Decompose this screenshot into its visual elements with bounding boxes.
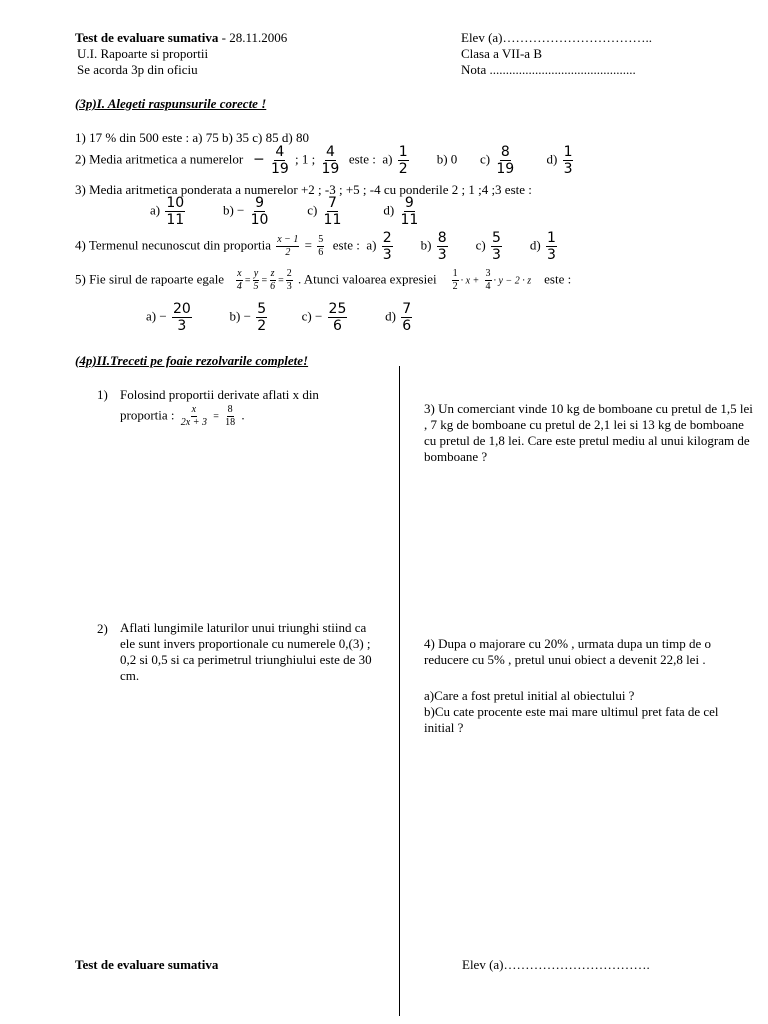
question-5: 5) Fie sirul de rapoarte egale $\frac{x}{4}$ = $\frac{y}{5}$ = $\frac{z}{6}$ = $\frac{2}{3}$ . Atunci valoarea expresiei $\frac{1}{2}$ · x + $\frac{3}{4}$ · y − 2 · z este : (75, 268, 572, 292)
fraction: $\frac{5}{6}$ (318, 234, 324, 258)
unit-line: U.I. Rapoarte si proportii (77, 46, 209, 61)
fraction: $\frac{10}{11}$ (166, 195, 185, 228)
fraction: $\frac{8}{18}$ (225, 404, 236, 428)
fraction: $\frac{8}{19}$ (496, 144, 515, 177)
fraction: $\frac{x - 1}{2}$ (277, 234, 299, 258)
test-title: Test de evaluare sumativa (75, 30, 219, 45)
fraction: $\frac{5}{3}$ (491, 230, 501, 263)
problem-2-text: Aflati lungimile laturilor unui triunghi stiind ca ele sunt invers proportionale cu numerele 0,(3) ; 0,2 si 0,5 si ca perimetrul triunghiului este de 30 cm. (120, 620, 372, 683)
section1-title: (3p)I. Alegeti raspunsurile corecte ! (75, 96, 267, 111)
problem-4-question-b: b)Cu cate procente este mai mare ultimul pret fata de cel initial ? (424, 704, 719, 735)
fraction: $\frac{4}{19}$ (321, 144, 340, 177)
fraction: $\frac{20}{3}$ (172, 301, 191, 334)
fraction: $\frac{1}{3}$ (563, 144, 573, 177)
question-5-options: a) − $\frac{20}{3}$ b) − $\frac{5}{2}$ c) − $\frac{25}{6}$ d) $\frac{7}{6}$ (146, 301, 412, 334)
section2-title: (4p)II.Treceti pe foaie rezolvarile complete! (75, 353, 309, 368)
fraction: $\frac{y}{5}$ (253, 268, 259, 292)
fraction: $\frac{9}{11}$ (400, 195, 419, 228)
test-date: - 28.11.2006 (218, 30, 288, 45)
question-3-options: a) $\frac{10}{11}$ b) − $\frac{9}{10}$ c) $\frac{7}{11}$ d) $\frac{9}{11}$ (150, 195, 419, 228)
fraction: $\frac{x}{2x + 3}$ (180, 404, 207, 428)
points-line: Se acorda 3p din oficiu (77, 62, 198, 77)
fraction: $\frac{4}{19}$ (270, 144, 289, 177)
fraction: $\frac{5}{2}$ (257, 301, 267, 334)
fraction: $\frac{z}{6}$ (270, 268, 276, 292)
problem-3-text: 3) Un comerciant vinde 10 kg de bomboane cu pretul de 1,5 lei , 7 kg de bomboane cu pretul de 2,1 lei si 13 kg de bomboane cu pretul de 1,8 lei. Care este pretul mediu al unui kilogram de bomboane ? (424, 401, 753, 464)
fraction: $\frac{2}{3}$ (286, 268, 292, 292)
question-4: 4) Termenul necunoscut din proportia $\frac{x - 1}{2}$ = $\frac{5}{6}$ este : a) $\frac{2}{3}$ b) $\frac{8}{3}$ c) $\frac{5}{3}$ d) $\frac{1}{3}$ (75, 230, 556, 263)
problem-4-text: 4) Dupa o majorare cu 20% , urmata dupa un timp de o reducere cu 5% , pretul unui obiect a devenit 22,8 lei . (424, 636, 711, 667)
grade-field: Nota ............................................. (461, 62, 636, 77)
fraction: $\frac{x}{4}$ (236, 268, 242, 292)
problem-2-number: 2) (97, 621, 108, 636)
student-name-field: Elev (a)…………………………….. (461, 30, 653, 45)
fraction: $\frac{1}{3}$ (547, 230, 556, 263)
question-1: 1) 17 % din 500 este : a) 75 b) 35 c) 85 d) 80 (75, 130, 309, 145)
question-2: 2) Media aritmetica a numerelor − $\frac{4}{19}$ ; 1 ; $\frac{4}{19}$ este : a) $\frac{1}{2}$ b) 0 c) $\frac{8}{19}$ d) $\frac{1}{3}$ (75, 144, 573, 177)
fraction: $\frac{25}{6}$ (328, 301, 347, 334)
problem-1-text: Folosind proportii derivate aflati x din (120, 387, 319, 402)
fraction: $\frac{3}{4}$ (485, 268, 491, 292)
problem-1-number: 1) (97, 387, 108, 402)
fraction: $\frac{2}{3}$ (382, 230, 392, 263)
column-divider (399, 366, 400, 1016)
footer-student-field: Elev (a)……………………………. (462, 957, 650, 972)
fraction: $\frac{9}{10}$ (250, 195, 269, 228)
fraction: $\frac{7}{11}$ (323, 195, 342, 228)
fraction: $\frac{7}{6}$ (402, 301, 412, 334)
footer-title: Test de evaluare sumativa (75, 957, 219, 972)
problem-1-proportion: proportia : $\frac{x}{2x + 3}$ = $\frac{8}{18}$ . (120, 404, 245, 428)
fraction: $\frac{8}{3}$ (437, 230, 447, 263)
fraction: $\frac{1}{2}$ (452, 268, 458, 292)
class-line: Clasa a VII-a B (461, 46, 542, 61)
header-line-1 (75, 30, 287, 45)
problem-4-question-a: a)Care a fost pretul initial al obiectului ? (424, 688, 635, 703)
question-3-text: 3) Media aritmetica ponderata a numerelor +2 ; -3 ; +5 ; -4 cu ponderile 2 ; 1 ;4 ;3 este : (75, 182, 532, 197)
fraction: $\frac{1}{2}$ (398, 144, 408, 177)
